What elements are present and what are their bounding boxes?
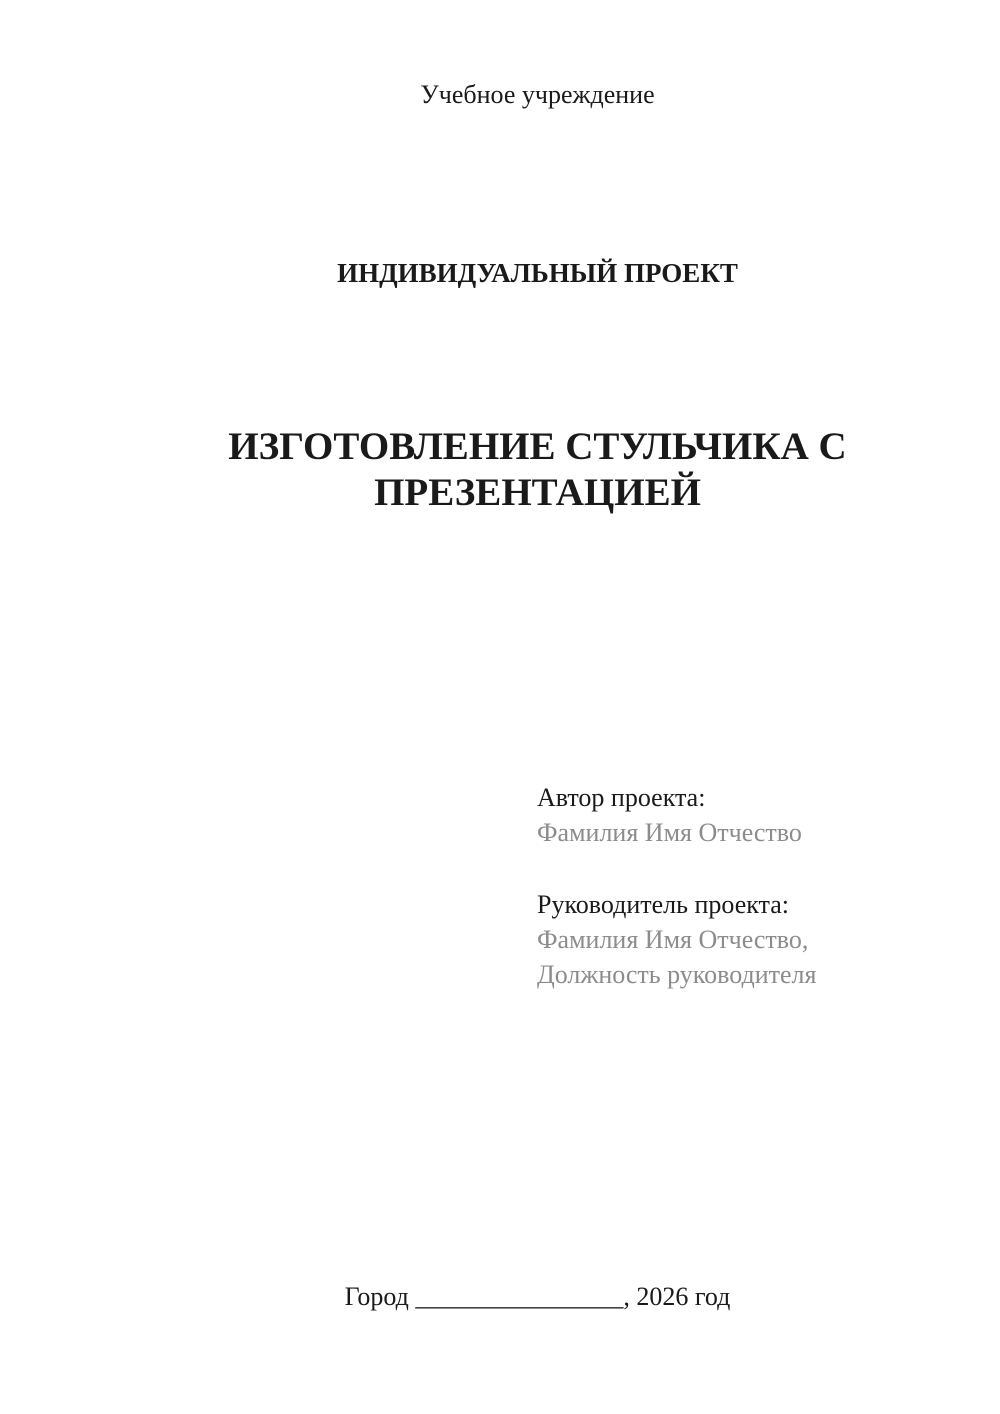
institution-name: Учебное учреждение [420,80,655,109]
author-block [537,780,962,850]
supervisor-name-placeholder: Фамилия Имя Отчество, [537,925,809,954]
city-year-line [113,1281,962,1313]
author-name-placeholder: Фамилия Имя Отчество [537,818,802,847]
supervisor-position-placeholder: Должность руководителя [537,960,817,989]
supervisor-block [537,887,962,992]
supervisor-label: Руководитель проекта: [537,890,790,919]
project-type-heading: ИНДИВИДУАЛЬНЫЙ ПРОЕКТ [337,258,738,288]
page-content [113,0,962,1414]
author-label: Автор проекта: [537,783,706,812]
year-label: , 2026 год [623,1282,731,1311]
city-label: Город [344,1282,409,1311]
blank-line: ________________ [415,1282,624,1311]
project-title: ИЗГОТОВЛЕНИЕ СТУЛЬЧИКА С ПРЕЗЕНТАЦИЕЙ [228,425,847,514]
